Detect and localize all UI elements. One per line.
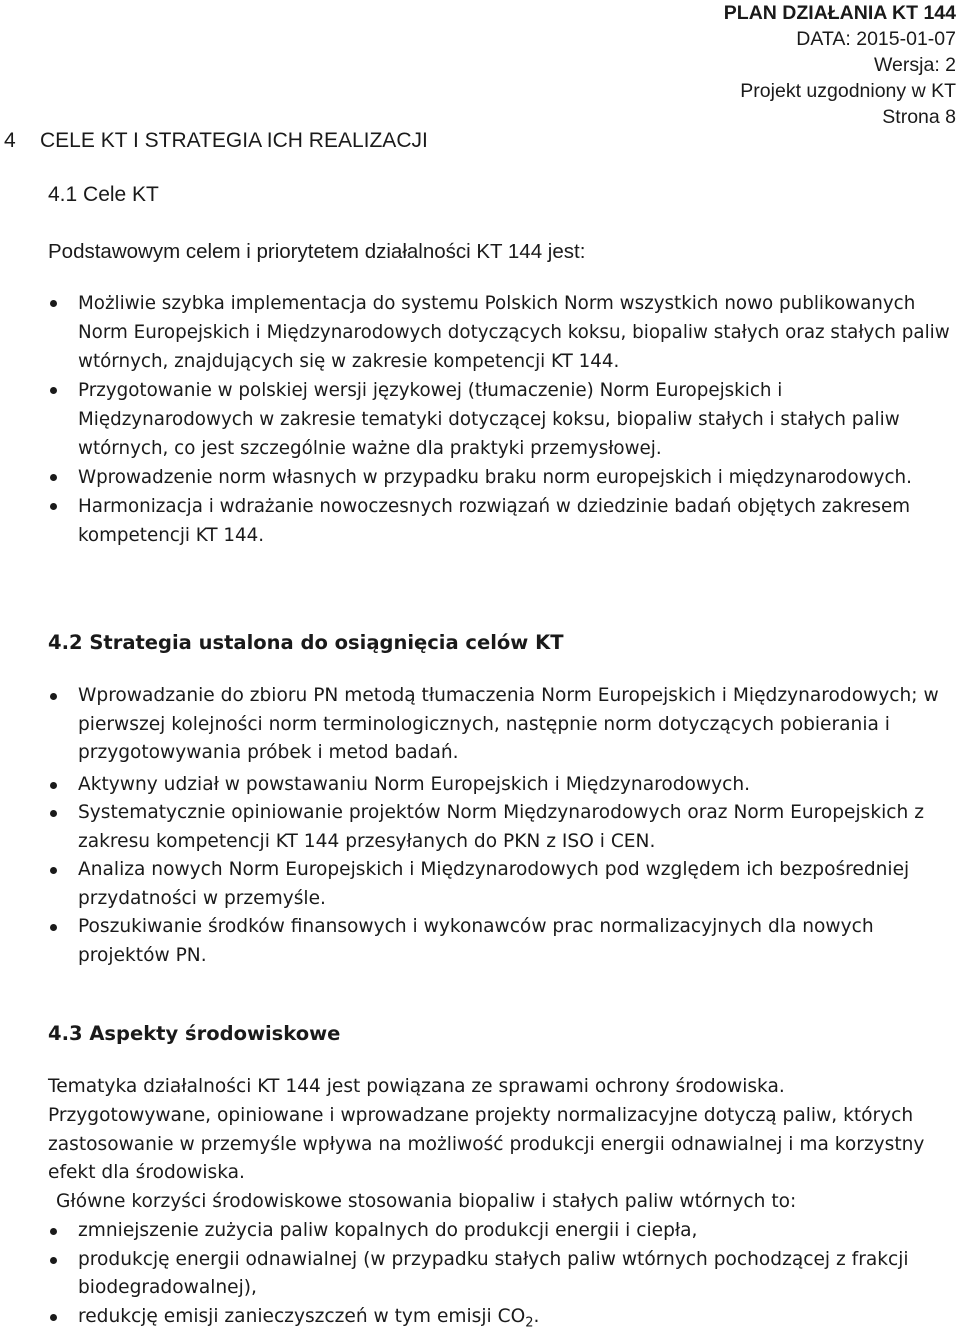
document-date: DATA: 2015-01-07 xyxy=(796,28,956,50)
list-item: Wprowadzenie norm własnych w przypadku braku norm europejskich i międzynarodowych. xyxy=(0,463,960,492)
emission-text: redukcję emisji zanieczyszczeń w tym emisji CO xyxy=(78,1305,526,1327)
section-4-2-heading: 4.2 Strategia ustalona do osiągnięcia celów KT xyxy=(48,631,564,654)
page-number: Strona 8 xyxy=(882,106,956,128)
section-4-3-heading: 4.3 Aspekty środowiskowe xyxy=(48,1022,341,1045)
chapter-title: CELE KT I STRATEGIA ICH REALIZACJI xyxy=(40,129,428,152)
list-item xyxy=(0,1303,960,1338)
strategy-list xyxy=(0,682,960,970)
list-item: Przygotowanie w polskiej wersji językowej (tłumaczenie) Norm Europejskich i Międzynarodowych w zakresie tematyki dotyczącej koksu, biopaliw stałych i stałych paliw wtórnych, co jest szczególnie ważne dla praktyki przemysłowej. xyxy=(0,376,960,463)
document-header xyxy=(724,0,956,130)
list-item: Wprowadzanie do zbioru PN metodą tłumaczenia Norm Europejskich i Międzynarodowych; w pierwszej kolejności norm terminologicznych, następnie norm dotyczących pobierania i przygotowywania próbek i metod badań. xyxy=(0,682,960,768)
co2-subscript: 2 xyxy=(525,1315,534,1331)
environment-benefits-intro: Główne korzyści środowiskowe stosowania biopaliw i stałych paliw wtórnych to: xyxy=(56,1191,797,1212)
list-item: Poszukiwanie środków finansowych i wykonawców prac normalizacyjnych dla nowych projektów PN. xyxy=(0,913,960,970)
environment-paragraph-1: Tematyka działalności KT 144 jest powiązana ze sprawami ochrony środowiska. xyxy=(48,1076,785,1097)
section-4-1-heading: 4.1 Cele KT xyxy=(48,183,159,206)
list-item: Możliwie szybka implementacja do systemu Polskich Norm wszystkich nowo publikowanych Norm Europejskich i Międzynarodowych dotyczących koksu, biopaliw stałych oraz stałych paliw wtórnych, znajdujących się w zakresie kompetencji KT 144. xyxy=(0,289,960,376)
list-item: zmniejszenie zużycia paliw kopalnych do produkcji energii i ciepła, xyxy=(0,1217,960,1246)
goals-list xyxy=(0,289,960,550)
document-version: Wersja: 2 xyxy=(874,54,956,76)
list-item: produkcję energii odnawialnej (w przypadku stałych paliw wtórnych pochodzącej z frakcji biodegradowalnej), xyxy=(0,1246,960,1303)
end-period: . xyxy=(533,1305,540,1327)
list-item: Harmonizacja i wdrażanie nowoczesnych rozwiązań w dziedzinie badań objętych zakresem kompetencji KT 144. xyxy=(0,492,960,550)
list-item: Systematycznie opiniowanie projektów Norm Międzynarodowych oraz Norm Europejskich z zakresu kompetencji KT 144 przesyłanych do PKN z ISO i CEN. xyxy=(0,799,960,856)
section-4-1-intro: Podstawowym celem i priorytetem działalności KT 144 jest: xyxy=(48,240,586,263)
benefits-list xyxy=(0,1217,960,1338)
environment-paragraph-2: Przygotowywane, opiniowane i wprowadzane projekty normalizacyjne dotyczą paliw, których zastosowanie w przemyśle wpływa na możliwość produkcji energii odnawialnej i ma korzystny efekt dla środowiska. xyxy=(48,1105,925,1183)
chapter-heading xyxy=(4,127,428,155)
plan-title: PLAN DZIAŁANIA KT 144 xyxy=(723,2,956,24)
list-item: Analiza nowych Norm Europejskich i Międzynarodowych pod względem ich bezpośredniej przydatności w przemyśle. xyxy=(0,856,960,913)
document-status: Projekt uzgodniony w KT xyxy=(740,80,956,102)
chapter-number: 4 xyxy=(4,129,16,152)
list-item: Aktywny udział w powstawaniu Norm Europejskich i Międzynarodowych. xyxy=(0,771,960,800)
